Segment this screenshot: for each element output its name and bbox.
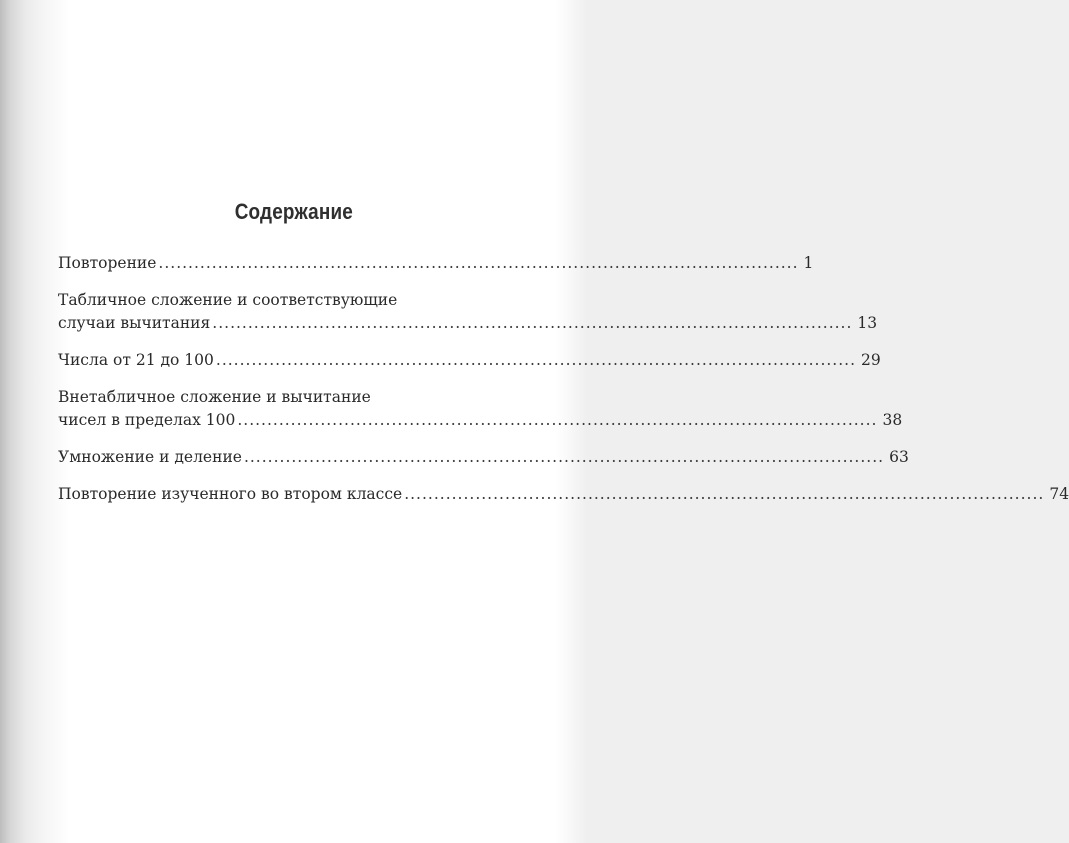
toc-page-number: 38 [882, 411, 903, 429]
page-title: Содержание [234, 199, 353, 224]
dot-leader: ............................................................................................................ [243, 448, 885, 466]
toc-entry-row [58, 312, 878, 335]
toc-entry-row [58, 349, 881, 372]
dot-leader: ............................................................................................................ [237, 411, 878, 429]
toc-page-number: 29 [861, 351, 881, 369]
toc-page-number: 13 [857, 314, 878, 332]
toc-entry[interactable] [58, 349, 881, 372]
toc-entry-title: Табличное сложение и соответствующие [58, 291, 398, 309]
toc-entry-row [58, 409, 903, 432]
toc-entry-title: Внетабличное сложение и вычитание [58, 388, 371, 406]
dot-leader: ............................................................................................................ [404, 485, 1045, 503]
table-of-contents [58, 252, 1069, 520]
dot-leader: ............................................................................................................ [212, 314, 853, 332]
dot-leader: ............................................................................................................ [158, 254, 799, 272]
toc-entry-title: Числа от 21 до 100 [58, 351, 214, 369]
toc-entry-row [58, 252, 814, 275]
toc-entry-title-continued: чисел в пределах 100 [58, 411, 236, 429]
toc-page-number: 1 [803, 254, 814, 272]
toc-page-number: 63 [889, 448, 909, 466]
dot-leader: ............................................................................................................ [215, 351, 857, 369]
toc-entry[interactable] [58, 252, 814, 275]
toc-entry[interactable] [58, 483, 1069, 506]
toc-entry[interactable] [58, 386, 903, 432]
toc-entry-title: Повторение [58, 254, 157, 272]
toc-entry[interactable] [58, 446, 909, 469]
toc-entry-title: Умножение и деление [58, 448, 242, 466]
toc-entry-title-continued: случаи вычитания [58, 314, 211, 332]
toc-entry-title: Повторение изученного во втором классе [58, 485, 403, 503]
toc-page-number: 74 [1049, 485, 1069, 503]
toc-entry[interactable] [58, 289, 878, 335]
toc-entry-row [58, 446, 909, 469]
toc-entry-row [58, 483, 1069, 506]
